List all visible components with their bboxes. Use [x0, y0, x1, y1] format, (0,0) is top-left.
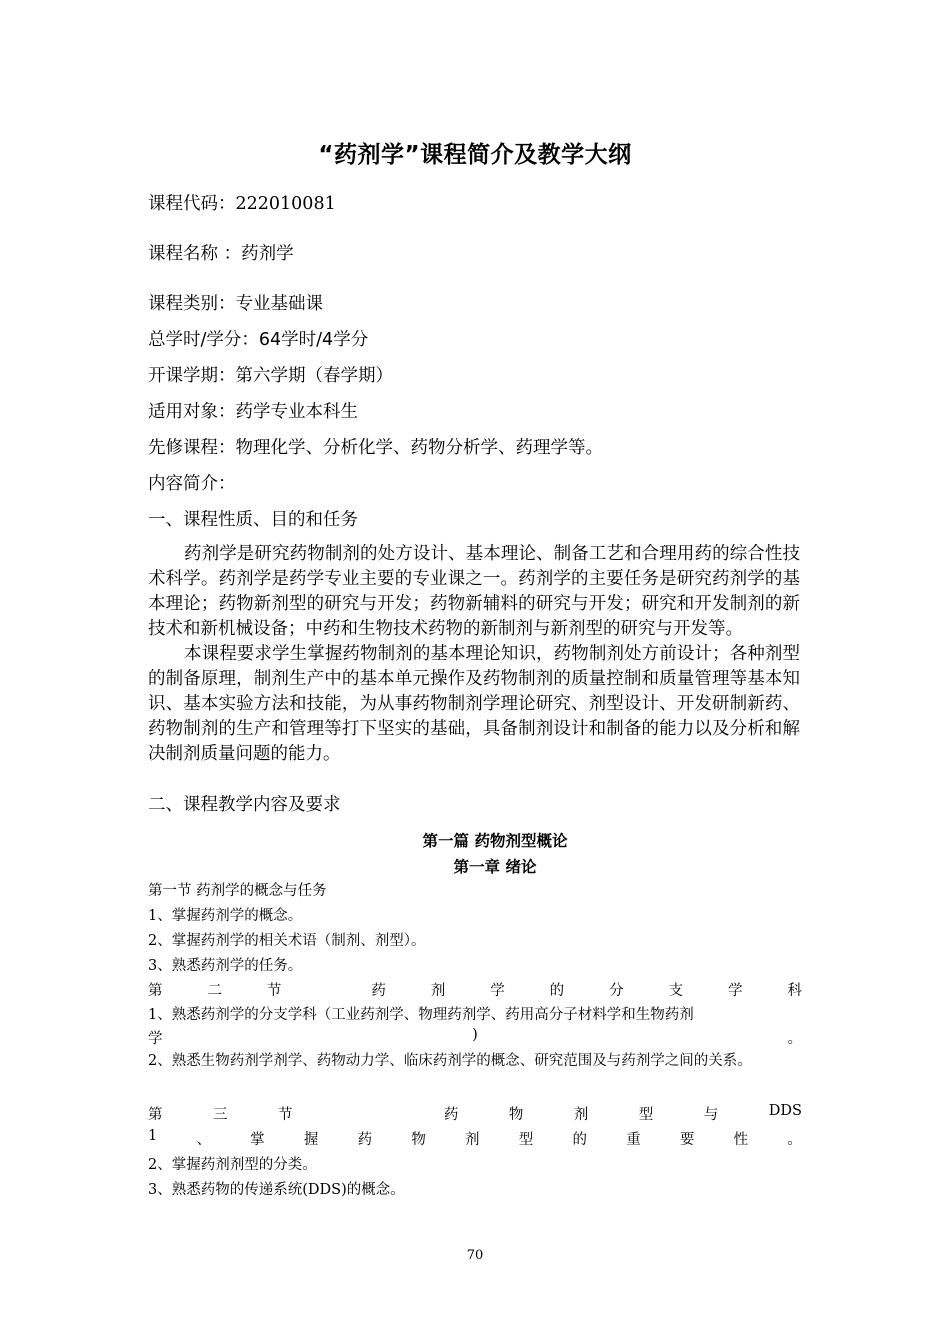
s2-title-char: 支 — [668, 983, 684, 999]
s2-line2-char: 学 — [148, 1031, 163, 1047]
s3-title-char: DDS — [768, 1103, 802, 1119]
course-prerequisites: 先修课程：物理化学、分析化学、药物分析学、药理学等。 — [148, 438, 603, 458]
s3-item1-char: 重 — [626, 1132, 641, 1148]
s2-title-char: 的 — [549, 983, 565, 999]
s3-item-3: 3、熟悉药物的传递系统(DDS)的概念。 — [148, 1182, 405, 1198]
course-audience: 适用对象：药学专业本科生 — [148, 402, 358, 422]
s3-item1-char: 要 — [679, 1132, 695, 1148]
s3-item1-char: 、 — [196, 1132, 211, 1148]
s3-item1-char: 剂 — [465, 1132, 480, 1148]
section1-body — [148, 542, 800, 767]
s3-item1-char: 1 — [148, 1128, 158, 1144]
s3-item1-char: 型 — [518, 1132, 534, 1148]
course-hours: 总学时/学分：64学时/4学分 — [148, 330, 369, 350]
s3-title-char: 型 — [638, 1107, 654, 1123]
s3-item1-char: 物 — [411, 1132, 426, 1148]
s3-item1-char: 性 — [733, 1132, 749, 1148]
s2-line2-char: 。 — [787, 1031, 802, 1047]
section2-heading: 二、课程教学内容及要求 — [148, 795, 341, 815]
s2-line2-char: ) — [472, 1027, 478, 1043]
section1-heading: 一、课程性质、目的和任务 — [148, 510, 358, 530]
s2-item-1-line-1: 1、熟悉药剂学的分支学科（工业药剂学、物理药剂学、药用高分子材料学和生物药剂 — [148, 1007, 694, 1023]
s3-title-char: 三 — [212, 1107, 228, 1123]
s3-item1-char: 药 — [357, 1132, 373, 1148]
s3-title-char: 第 — [148, 1107, 163, 1123]
course-semester: 开课学期：第六学期（春学期） — [148, 366, 393, 386]
s3-title-char: 物 — [508, 1107, 524, 1123]
course-name-sep: ： — [223, 244, 242, 264]
s2-title-char: 二 — [207, 983, 222, 999]
s3-item1-char: 。 — [787, 1132, 802, 1148]
s1-item-2: 2、掌握药剂学的相关术语（制剂、剂型）。 — [148, 933, 426, 949]
s3-item1-char: 掌 — [250, 1132, 265, 1148]
page-number: 70 — [466, 1248, 484, 1263]
s1-item-3: 3、熟悉药剂学的任务。 — [148, 958, 303, 974]
s2-title-char: 剂 — [430, 983, 446, 999]
section-1-title: 第一节 药剂学的概念与任务 — [148, 883, 327, 899]
section1-paragraph-1: 药剂学是研究药物制剂的处方设计、基本理论、制备工艺和合理用药的综合性技术科学。药剂学是药学专业主要的专业课之一。药剂学的主要任务是研究药剂学的基本理论；药物新剂型的研究与开发；药物新辅料的研究与开发；研究和开发制剂的新技术和新机械设备；中药和生物技术药物的新制剂与新剂型的研究与开发等。 — [148, 544, 800, 639]
s2-title-char: 第 — [148, 983, 163, 999]
s2-title-char: 学 — [490, 983, 505, 999]
document-title: “药剂学”课程简介及教学大纲 — [318, 142, 632, 168]
s3-item-2: 2、掌握药剂剂型的分类。 — [148, 1157, 317, 1173]
section-2-title — [148, 979, 802, 1000]
course-name-label: 课程名称 — [148, 244, 218, 264]
part-title: 第一篇 药物剂型概论 — [422, 832, 568, 850]
s2-title-char: 分 — [609, 983, 624, 999]
course-code-value: 222010081 — [235, 194, 336, 214]
course-name-value: 药剂学 — [241, 244, 294, 264]
s2-item-2: 2、熟悉生物药剂学剂学、药物动力学、临床药剂学的概念、研究范围及与药剂学之间的关系。 — [148, 1053, 752, 1069]
s3-title-char: 剂 — [573, 1107, 589, 1123]
s2-title-char: 学 — [728, 983, 743, 999]
course-category: 课程类别：专业基础课 — [148, 294, 323, 314]
course-code-label: 课程代码： — [148, 194, 236, 214]
content-intro-label: 内容简介： — [148, 474, 236, 494]
s3-title-char: 节 — [277, 1107, 293, 1123]
s2-title-char: 科 — [787, 983, 802, 999]
section-3-title — [148, 1103, 802, 1124]
section1-paragraph-2: 本课程要求学生掌握药物制剂的基本理论知识，药物制剂处方前设计；各种剂型的制备原理，制剂生产中的基本单元操作及药物制剂的质量控制和质量管理等基本知识、基本实验方法和技能，为从事药物制剂学理论研究、剂型设计、开发研制新药、药物制剂的生产和管理等打下坚实的基础，具备制剂设计和制备的能力以及分析和解决制剂质量问题的能力。 — [148, 644, 800, 764]
s2-item-1-line-2 — [148, 1027, 802, 1048]
course-name — [148, 240, 294, 265]
s3-title-char: 与 — [703, 1107, 719, 1123]
chapter-title: 第一章 绪论 — [453, 858, 537, 876]
s3-title-char: 药 — [443, 1107, 459, 1123]
s3-item1-char: 握 — [303, 1132, 319, 1148]
s3-item1-char: 的 — [572, 1132, 587, 1148]
s3-item-1 — [148, 1128, 802, 1149]
s2-title-char: 节 — [266, 983, 282, 999]
s2-title-char: 药 — [371, 983, 386, 999]
s1-item-1: 1、掌握药剂学的概念。 — [148, 908, 303, 924]
course-code — [148, 190, 336, 215]
